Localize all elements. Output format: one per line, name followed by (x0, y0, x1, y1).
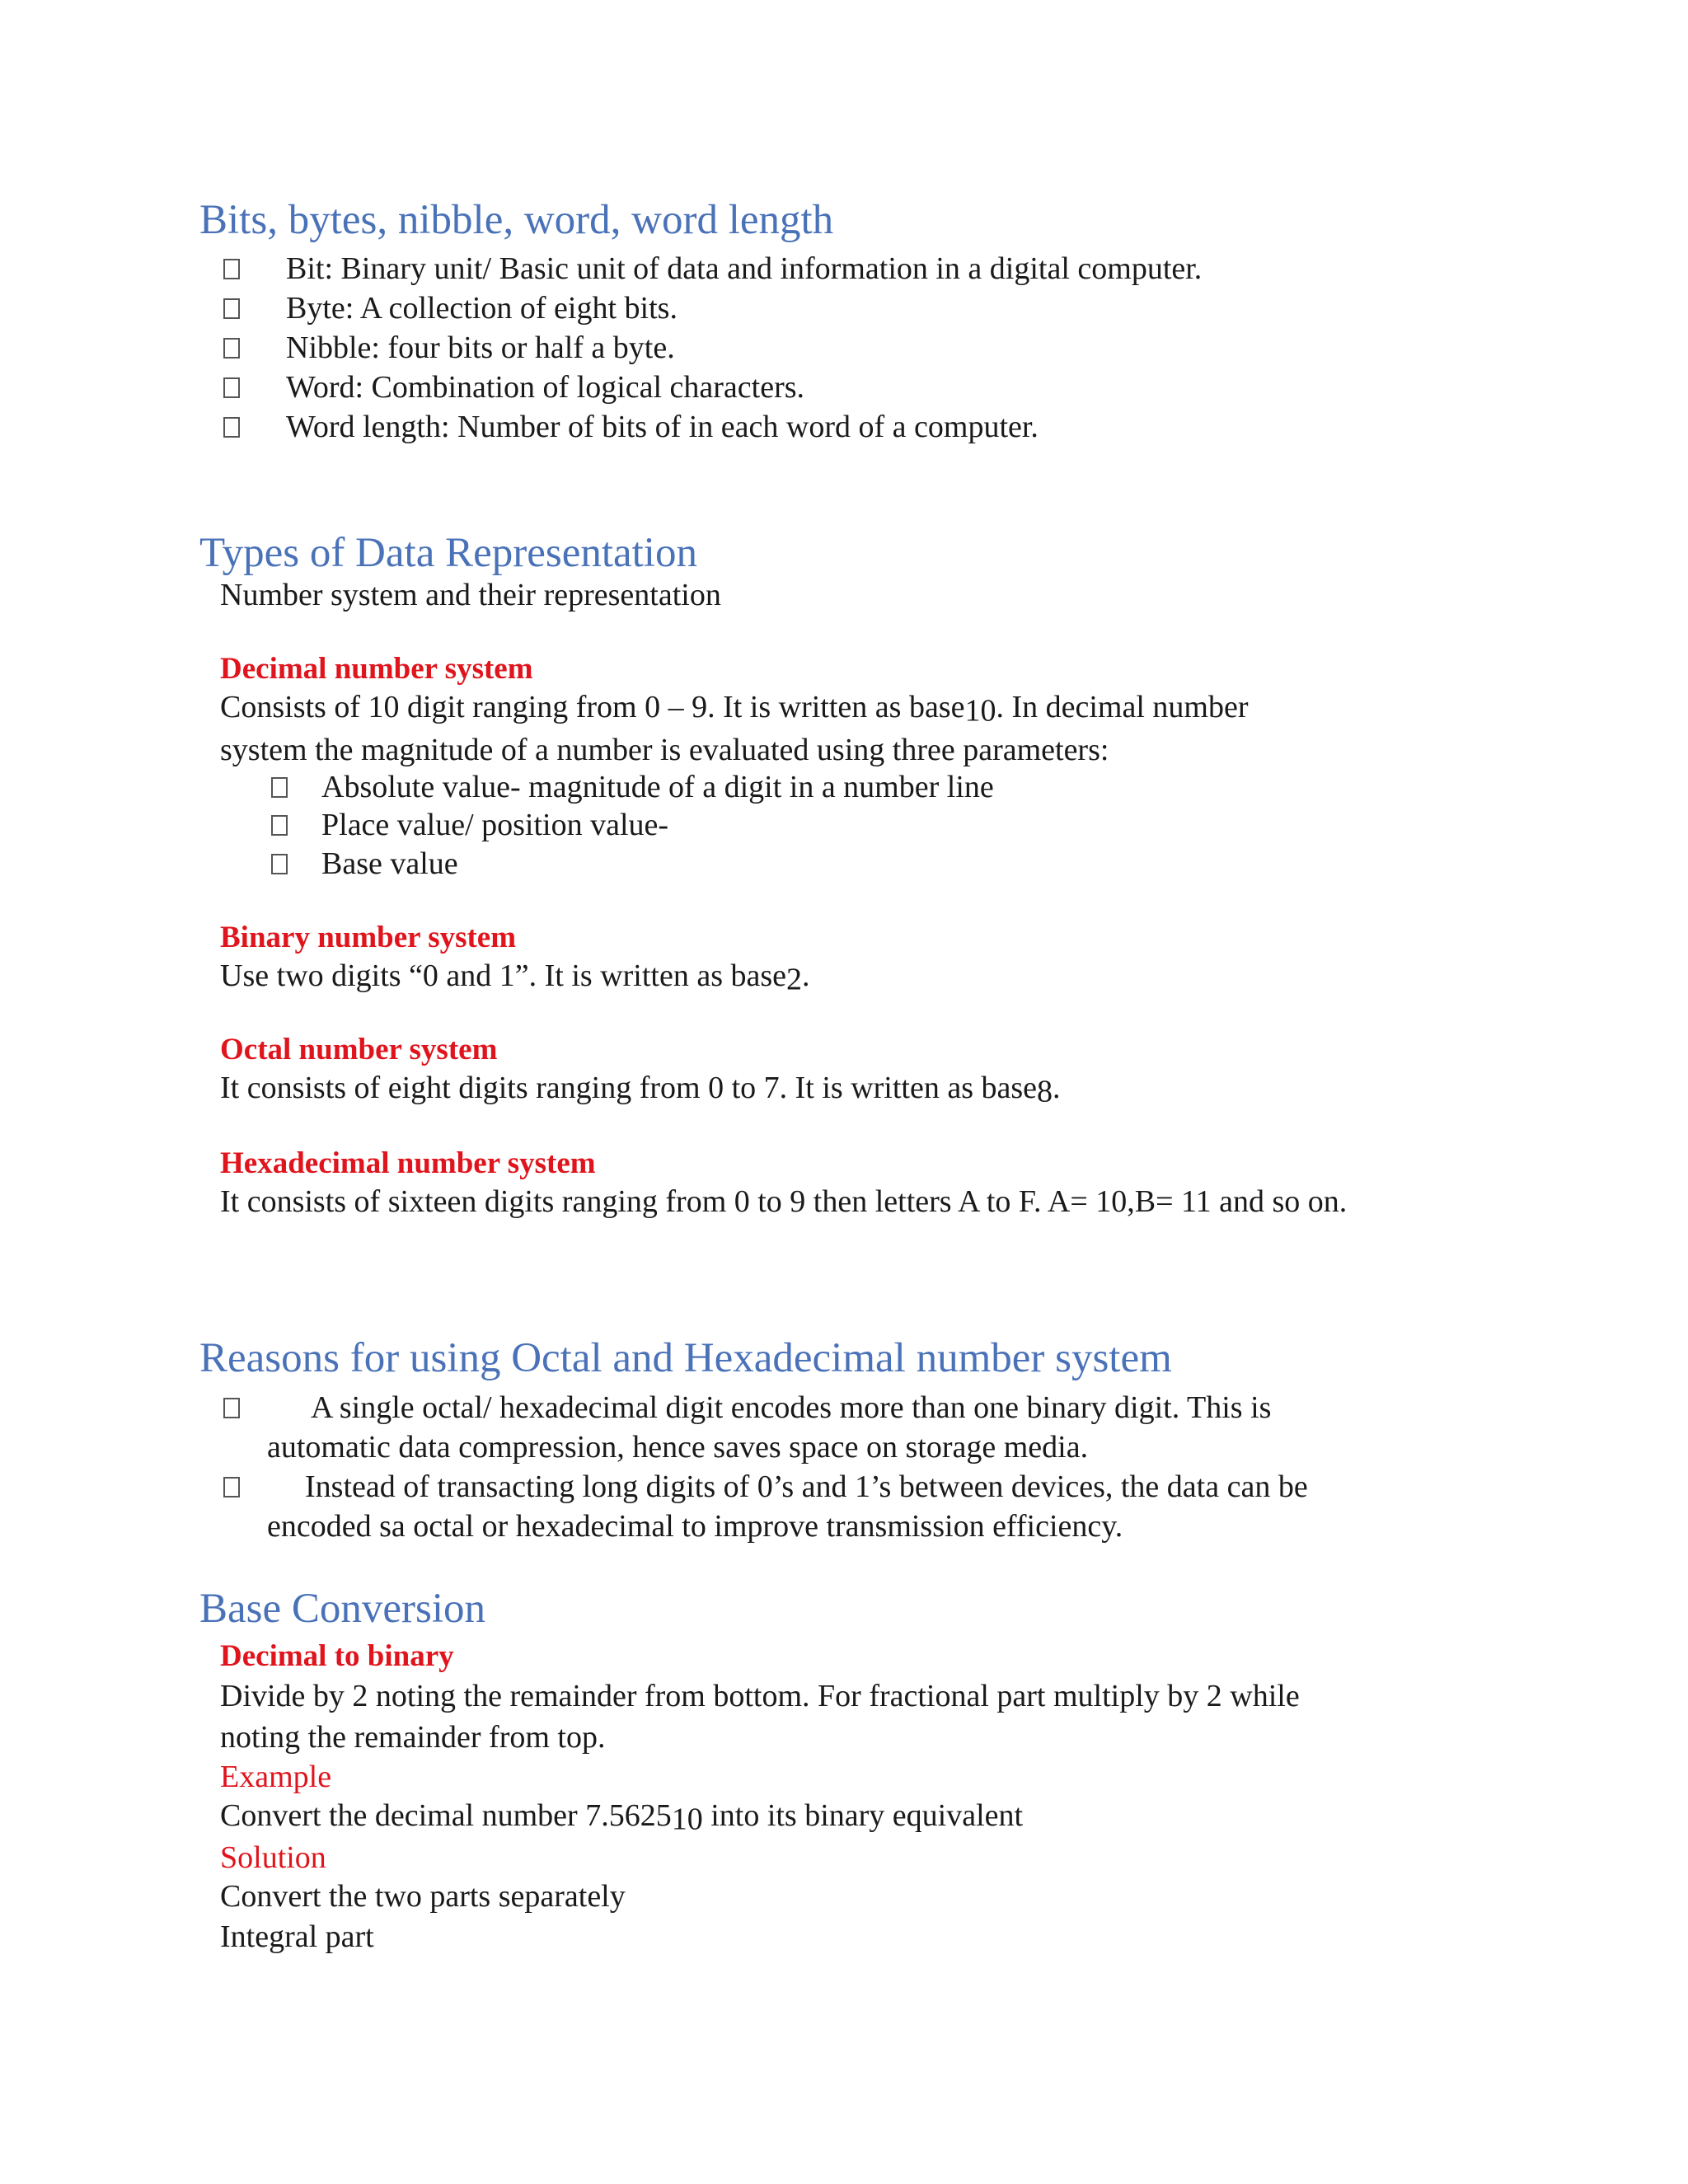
octal-text-b: . (1053, 1071, 1061, 1105)
example-text-b: into its binary equivalent (702, 1798, 1024, 1833)
list-item: Base value (321, 846, 458, 881)
checkbox-icon (223, 259, 240, 279)
list-item: Place value/ position value- (321, 808, 669, 842)
checkbox-icon (223, 1477, 240, 1497)
heading-base-conversion: Base Conversion (199, 1586, 486, 1632)
binary-text-b: . (802, 958, 810, 993)
reason-item-line1: Instead of transacting long digits of 0’s and 1’s between devices, the data can be (305, 1469, 1308, 1504)
integral-part-text: Integral part (220, 1919, 374, 1954)
reason-item-line2: encoded sa octal or hexadecimal to improve transmission efficiency. (267, 1509, 1123, 1544)
octal-text (220, 1070, 1061, 1110)
list-item: Byte: A collection of eight bits. (286, 291, 678, 326)
heading-bits-bytes: Bits, bytes, nibble, word, word length (199, 197, 834, 243)
solution-label: Solution (220, 1840, 326, 1875)
decimal-text-line1 (220, 689, 1248, 729)
conversion-text-line1: Divide by 2 noting the remainder from bottom. For fractional part multiply by 2 while (220, 1679, 1300, 1713)
octal-text-a: It consists of eight digits ranging from 0 to 7. It is written as base (220, 1071, 1038, 1105)
subheading-decimal-to-binary: Decimal to binary (220, 1639, 454, 1673)
base-subscript: 2 (786, 962, 803, 997)
checkbox-icon (271, 854, 288, 874)
decimal-text-line2: system the magnitude of a number is evaluated using three parameters: (220, 733, 1109, 767)
heading-reasons: Reasons for using Octal and Hexadecimal number system (199, 1335, 1172, 1381)
subheading-hexadecimal: Hexadecimal number system (220, 1146, 596, 1180)
subheading-decimal: Decimal number system (220, 652, 533, 686)
checkbox-icon (223, 338, 240, 359)
decimal-text-b: . In decimal number (996, 690, 1249, 724)
intro-text: Number system and their representation (220, 578, 721, 612)
list-item: Word length: Number of bits of in each word of a computer. (286, 410, 1039, 444)
checkbox-icon (223, 417, 240, 438)
solution-text: Convert the two parts separately (220, 1879, 626, 1914)
reason-item-line2: automatic data compression, hence saves space on storage media. (267, 1430, 1089, 1465)
checkbox-icon (271, 777, 288, 798)
decimal-text-a: Consists of 10 digit ranging from 0 – 9. It is written as base (220, 690, 965, 724)
subheading-binary: Binary number system (220, 921, 517, 954)
binary-text (220, 958, 810, 998)
example-text (220, 1797, 1023, 1838)
checkbox-icon (223, 1398, 240, 1418)
binary-text-a: Use two digits “0 and 1”. It is written as base (220, 958, 787, 993)
list-item: Absolute value- magnitude of a digit in a number line (321, 770, 994, 804)
heading-types-of-data: Types of Data Representation (199, 530, 697, 576)
checkbox-icon (223, 377, 240, 398)
conversion-text-line2: noting the remainder from top. (220, 1720, 606, 1755)
checkbox-icon (223, 298, 240, 319)
base-subscript: 8 (1037, 1074, 1053, 1109)
example-label: Example (220, 1760, 332, 1794)
list-item: Bit: Binary unit/ Basic unit of data and information in a digital computer. (286, 251, 1203, 286)
base-subscript: 10 (964, 693, 996, 729)
list-item: Word: Combination of logical characters. (286, 370, 805, 405)
hex-text: It consists of sixteen digits ranging from 0 to 9 then letters A to F. A= 10,B= 11 and so on. (220, 1184, 1348, 1219)
list-item: Nibble: four bits or half a byte. (286, 330, 675, 365)
subheading-octal: Octal number system (220, 1033, 498, 1066)
example-text-a: Convert the decimal number 7.5625 (220, 1798, 672, 1833)
reason-item-line1: A single octal/ hexadecimal digit encodes more than one binary digit. This is (311, 1390, 1272, 1425)
base-subscript: 10 (671, 1802, 703, 1837)
checkbox-icon (271, 815, 288, 836)
